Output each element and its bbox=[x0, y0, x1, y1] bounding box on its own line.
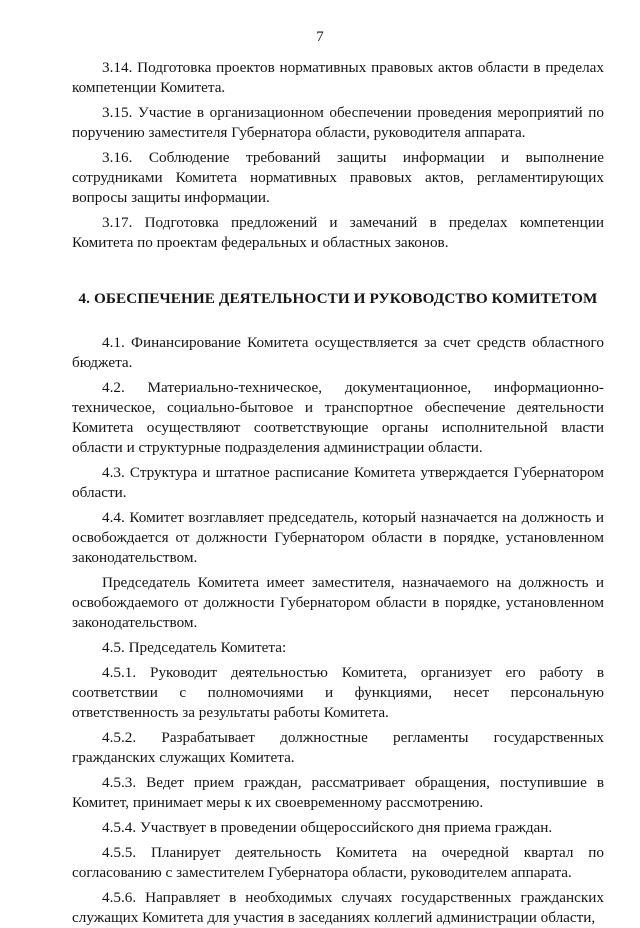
paragraph-4-5-3: 4.5.3. Ведет прием граждан, рассматривает обращения, поступившие в Комитет, принимает меры к их своевременному рассмотрению. bbox=[72, 774, 604, 811]
page-number: 7 bbox=[316, 29, 324, 45]
paragraph-4-5-4: 4.5.4. Участвует в проведении общероссийского дня приема граждан. bbox=[102, 819, 553, 836]
paragraph-4-5-5: 4.5.5. Планирует деятельность Комитета на очередной квартал по согласованию с заместителем Губернатора области, руководителем аппарата. bbox=[72, 844, 604, 881]
paragraph-3-17: 3.17. Подготовка предложений и замечаний в пределах компетенции Комитета по проектам федеральных и областных законов. bbox=[72, 214, 604, 251]
paragraph-4-5-1: 4.5.1. Руководит деятельностью Комитета, организует его работу в соответствии с полномочиями и функциями, несет персональную ответственность за результаты работы Комитета. bbox=[72, 664, 604, 721]
paragraph-3-15: 3.15. Участие в организационном обеспечении проведения мероприятий по поручению заместителя Губернатора области, руководителя аппарата. bbox=[72, 104, 604, 141]
paragraph-4-5-2: 4.5.2. Разрабатывает должностные регламенты государственных гражданских служащих Комитета. bbox=[72, 729, 604, 766]
paragraph-4-5: 4.5. Председатель Комитета: bbox=[102, 639, 287, 656]
paragraph-deputy: Председатель Комитета имеет заместителя, назначаемого на должность и освобождаемого от должности Губернатором области в порядке, установленном законодательством. bbox=[72, 574, 604, 631]
paragraph-3-16: 3.16. Соблюдение требований защиты информации и выполнение сотрудниками Комитета нормативных правовых актов, регламентирующих вопросы защиты информации. bbox=[72, 149, 604, 206]
paragraph-4-4: 4.4. Комитет возглавляет председатель, который назначается на должность и освобождается от должности Губернатором области в порядке, установленном законодательством. bbox=[72, 509, 604, 566]
paragraph-3-14: 3.14. Подготовка проектов нормативных правовых актов области в пределах компетенции Комитета. bbox=[72, 59, 604, 96]
section-heading: 4. ОБЕСПЕЧЕНИЕ ДЕЯТЕЛЬНОСТИ И РУКОВОДСТВО КОМИТЕТОМ bbox=[78, 290, 598, 307]
paragraph-4-1: 4.1. Финансирование Комитета осуществляется за счет средств областного бюджета. bbox=[72, 334, 604, 371]
document-body bbox=[72, 58, 604, 928]
paragraph-4-3: 4.3. Структура и штатное расписание Комитета утверждается Губернатором области. bbox=[72, 464, 604, 501]
paragraph-4-2: 4.2. Материально-техническое, документационное, информационно-техническое, социально-бытовое и транспортное обеспечение деятельности Комитета осуществляют соответствующие органы исполнительной власти области и структурные подразделения администрации области. bbox=[72, 379, 604, 456]
paragraph-4-5-6: 4.5.6. Направляет в необходимых случаях государственных гражданских служащих Комитета для участия в заседаниях коллегий администрации области, bbox=[72, 889, 604, 926]
